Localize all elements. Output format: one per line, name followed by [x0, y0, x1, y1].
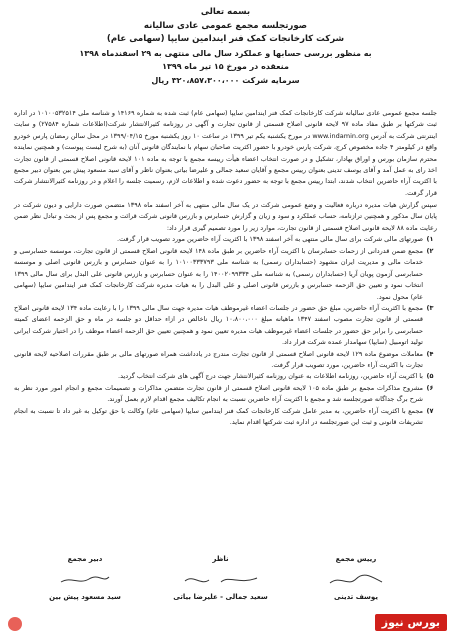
document-body	[14, 108, 437, 428]
signature-chairman	[301, 555, 411, 601]
resolution-item-2	[14, 246, 437, 303]
item-number: ۲)	[426, 246, 434, 255]
item-number: ۷)	[426, 406, 434, 415]
signature-name: سعید جمالی - علیرضا بیاتی	[173, 593, 268, 601]
signature-row	[30, 555, 411, 601]
item-text: با اکثریت آراء حاضرین، روزنامه اطلاعات به عنوان روزنامه کثیرالانتشار جهت درج آگهی های شرکت انتخاب گردید.	[118, 372, 423, 381]
item-text: مجمع با اکثریت آراء حاضرین، به مدیر عامل شرکت کارخانجات کمک فنر ایندامین سایپا (سهامی عام) وکالت با حق توکیل به غیر داد تا نسبت به انجام تشریفات قانونی و ثبت این صورتجلسه در اداره ثبت شرکتها اقدام نماید.	[14, 406, 423, 426]
signature-role: ناظر	[212, 555, 229, 563]
item-text: صورتهای مالی شرکت برای سال مالی منتهی به آخر اسفند ۱۳۹۸ با اکثریت آراء حاضرین مورد تصویب قرار گرفت.	[117, 235, 423, 244]
signature-role: دبیر مجمع	[67, 555, 103, 563]
handwritten-signature	[326, 573, 386, 587]
header-company-name: شرکت کارخانجات کمک فنر ایندامین سایپا (سهامی عام)	[106, 34, 345, 44]
resolution-item-1	[14, 234, 437, 245]
item-number: ۵)	[426, 372, 434, 381]
resolution-item-5	[14, 371, 437, 382]
item-text: معاملات موضوع ماده ۱۲۹ لایحه قانونی اصلاح قسمتی از قانون تجارت مندرج در یادداشت همراه صورتهای مالی بر طبق مقررات اصلاحیه لایحه قانونی تجارت با اکثریت آراء حاضرین، مورد تصویب قرار گرفت.	[14, 349, 424, 369]
intro-paragraph: جلسه مجمع عمومی عادی سالیانه شرکت کارخانجات کمک فنر ایندامین سایپا (سهامی عام) ثبت شده به شماره ۱۴۱۶۹ و شناسه ملی ۱۰۱۰۰۵۳۲۵۱۴ در اداره ثبت شرکتها بر طبق مفاد ماده ۹۷ لایحه قانونی اصلاح قسمتی از قانون تجارت و آگهی در روزنامه کثیرالانتشار شرکت(اطلاعات شماره ۲۷۵۸۴) و سایت اینترنتی شرکت به آدرس www.indamin.org در مورخ یکشنبه یکم تیر ۱۳۹۹ در ساعت ۱۰ روز یکشنبه مورخ ۱۳۹۹/۰۴/۱۵ در محل سالن رمضان پارس خودرو واقع در کیلومتر ۴ جاده مخصوص کرج، شرکت پارس خودرو با حضور اکثریت صاحبان سهام با نمایندگان قانونی آنان (به شرح لیست پیوست) و همچنین نماینده محترم سازمان بورس و اوراق بهادار، تشکیل و در صورت انتخاب اعضاء هیأت رییسه مجمع با توجه به ماده ۱۰۱ لایحه قانونی اصلاح قسمتی از قانون تجارت اخذ رای به عمل آمد و آقای یوسف تدینی بعنوان رییس مجمع و آقایان سعید جمالی و علیرضا بیاتی بعنوان ناظر و آقای سید مسعود پیش بین بعنوان دبیر مجمع با اکثریت آراء حاضرین انتخاب شدند، ابتدا رییس مجمع با توجه به حضور دعوت شده و اطلاعات لازم، رسمیت جلسه را اعلام و در روزنامه کثیرالانتشار شرکت قرار گرفت.	[14, 109, 438, 197]
resolution-item-3	[14, 303, 437, 349]
header-meeting-title: صورتجلسه مجمع عمومی عادی سالیانه	[143, 20, 308, 31]
header-fiscal-year: به منظور بررسی حسابها و عملکرد سال مالی منتهی به ۲۹ اسفندماه ۱۳۹۸	[79, 48, 372, 58]
signature-name: سید مسعود پیش بین	[49, 593, 121, 601]
header-bismillah: بسمه تعالی	[200, 7, 251, 17]
resolution-item-6	[14, 383, 437, 406]
handwritten-signature	[55, 573, 115, 587]
item-number: ۳)	[426, 303, 434, 312]
item-number: ۴)	[426, 349, 434, 358]
resolution-item-7	[14, 406, 437, 429]
signature-role: رییس مجمع	[335, 555, 377, 563]
resolution-item-4	[14, 349, 437, 372]
item-number: ۶)	[426, 383, 434, 392]
signature-secretary	[30, 555, 140, 601]
item-text: مشروح مذاکرات مجمع بر طبق ماده ۱۰۵ لایحه قانونی اصلاح قسمتی از قانون تجارت متضمن مذاکرات و تصمیمات مجمع و انجام امور مورد نظر به شرح برگ جداگانه صورتجلسه شد و مجمع با اکثریت آراء حاضرین نسبت به انجام تکالیف مجمع اقدام لازم بعمل آورند.	[14, 383, 423, 404]
item-text: مجمع با اکثریت آراء حاضرین، مبلغ حق حضور در جلسات اعضاء غیرموظف هیات مدیره جهت سال مالی ۱۳۹۹ را با رعایت ماده ۱۳۴ لایحه قانونی اصلاح قسمتی از قانون تجارت مصوب اسفند ۱۳۴۷ ماهیانه مبلغ ۱۰،۸۰۰،۰۰۰ ریال ناخالص در ازاء حداقل دو جلسه در ماه و حق الزحمه اعضای کمیته حسابرسی را برابر حق حضور در جلسات اعضاء غیرموظف هیات مدیره تعیین نمود و همچنین تعیین حق الزحمه اعضاء موظف را در اختیار شرکت ایرانی تولید اتومبیل (سایپا) سهامدار عمده شرکت قرار داد.	[14, 303, 423, 347]
header-meeting-date: منعقده در مورخ ۱۵ تیر ماه ۱۳۹۹	[162, 62, 289, 71]
item-number: ۱)	[426, 235, 434, 244]
document-header	[0, 6, 451, 87]
watermark-logo	[8, 617, 22, 631]
header-capital: سرمایه شرکت ۳۲۰،۸۵۷،۳۰۰،۰۰۰ ریال	[151, 75, 300, 85]
intro-paragraph-2: سپس گزارش هیات مدیره درباره فعالیت و وضع عمومی شرکت در یک سال مالی منتهی به آخر اسفند ماه ۱۳۹۸ متضمن صورت دارایی و دیون شرکت در پایان سال مذکور و همچنین ترازنامه، حساب عملکرد و سود و زیان و گزارش حسابرس و بازرس قانونی شرکت قرائت و مجمع پس از بحث و تبادل نظر ضمن رعایت ماده ۸۸ لایحه قانونی اصلاح قسمتی از قانون تجارت، موارد زیر را مورد تصمیم گیری قرار داد:	[14, 200, 437, 232]
signature-observers	[166, 555, 276, 601]
item-text: مجمع ضمن قدردانی از زحمات حسابرسان با اکثریت آراء حاضرین بر طبق ماده ۱۴۸ لایحه قانونی اصلاح قسمتی از قانون تجارت، موسسه حسابرسی و خدمات مالی و مدیریت ایران مشهود (حسابداران رسمی) به شناسه ملی ۱۰۱۰۰۳۳۳۷۹۳ را به عنوان حسابرس و بازرس قانونی اصلی و موسسه حسابرسی آزمون پویان آریا (حسابداران رسمی) به شناسه ملی ۱۴۰۰۲۰۹۹۳۳۴ را به عنوان حسابرس و بازرس قانونی علی البدل برای سال مالی ۱۳۹۹ انتخاب نمود و تعیین حق الزحمه حسابرس و بازرس قانونی اصلی و علی البدل را به هیات مدیره شرکت کارخانجات کمک فنر ایندامین سایپا (سهامی عام) محول نمود.	[14, 246, 423, 301]
signature-name: یوسف تدینی	[334, 593, 378, 601]
source-logo: بورس نیوز	[375, 614, 447, 631]
handwritten-signature	[181, 573, 261, 587]
